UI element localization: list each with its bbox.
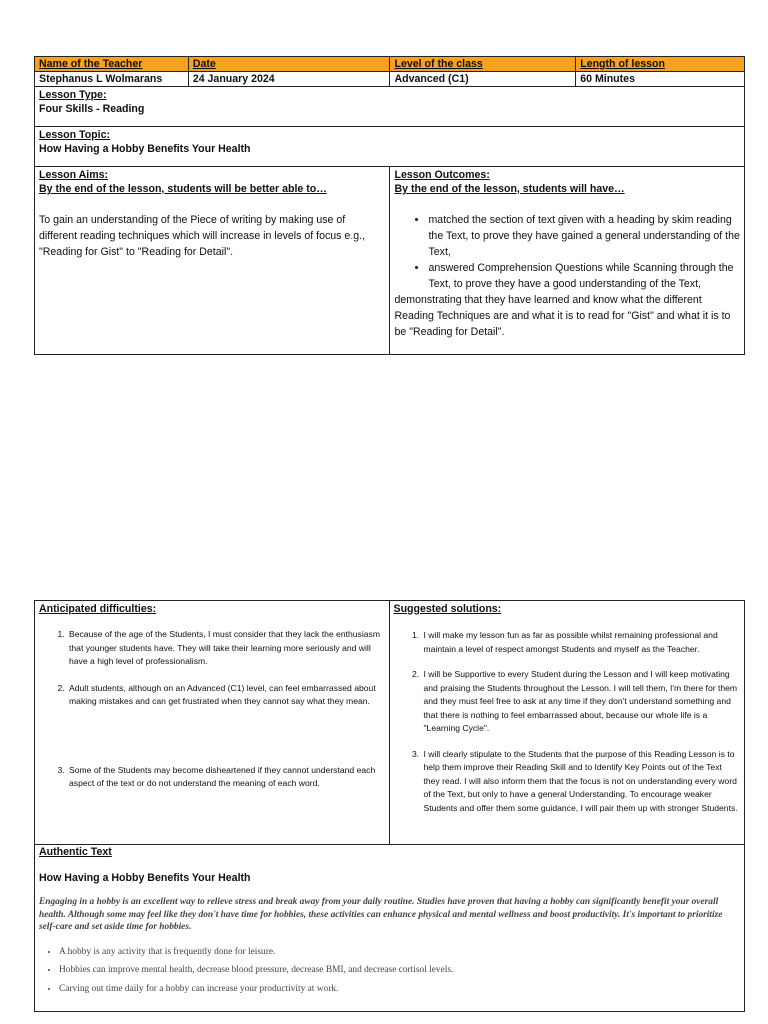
difficulties-solutions-table <box>34 600 745 1012</box>
solution-item: 3. I will clearly stipulate to the Students that the purpose of this Reading Lesson is to help them improve their Reading Skill and to Identify Key Points out of the Text they read. I will also inform them that the focus is not on understanding every word of the Text, but only to have a general Understanding. To encourage weaker Students and offer them some guidance, I will pair them up with stronger Students. <box>422 748 741 816</box>
header-row <box>35 57 745 72</box>
difficulties-cell <box>35 601 390 845</box>
outcome-item: • matched the section of text given with a heading by skim reading the Text, to prove they have gained a general understanding of the Text, <box>428 212 740 260</box>
solutions-list <box>394 629 741 815</box>
lesson-topic-value: How Having a Hobby Benefits Your Health <box>39 143 251 155</box>
outcomes-list <box>394 212 740 292</box>
outcomes-intro: By the end of the lesson, students will have… <box>394 183 625 195</box>
authentic-text-row <box>35 845 745 1012</box>
outcome-item: • answered Comprehension Questions while Scanning through the Text, to prove they have a good understanding of the Text, <box>428 260 740 292</box>
aims-label: Lesson Aims: <box>39 169 109 181</box>
difficulties-label: Anticipated difficulties: <box>39 603 157 615</box>
outcomes-cell <box>390 167 745 355</box>
list-item: • Hobbies can improve mental health, decrease blood pressure, decrease BMI, and decrease cortisol levels. <box>59 964 740 977</box>
outcomes-conclusion: demonstrating that they have learned and know what the different Reading Techniques are and what it is to read for "Gist" and what it is to be "Reading for Detail". <box>394 294 731 338</box>
difficulty-item: 3. Some of the Students may become disheartened if they cannot understand each aspect of the text or do not understand the meaning of each word. <box>67 764 385 791</box>
aims-cell <box>35 167 390 355</box>
lesson-topic-row <box>35 127 745 167</box>
lesson-date: 24 January 2024 <box>188 72 390 87</box>
list-item: • Carving out time daily for a hobby can increase your productivity at work. <box>59 983 740 996</box>
solution-item: 2. I will be Supportive to every Student during the Lesson and I will keep motivating and praising the Students throughout the Lesson. I will tell them, I'm there for them and they must feel free to ask at any time if they don't understand something and that there is nothing to feel embarrassed about, because our whole life is a "Learning Cycle". <box>422 668 741 736</box>
date-label-cell: Date <box>188 57 390 72</box>
difficulty-item: 1. Because of the age of the Students, I must consider that they lack the enthusiasm that younger students have. They will take their learning more seriously and will have a high level of professionalism. <box>67 628 385 669</box>
header-values-row <box>35 72 745 87</box>
authentic-text-label: Authentic Text <box>39 846 112 858</box>
solutions-cell <box>389 601 745 845</box>
solution-item: 1. I will make my lesson fun as far as possible whilst remaining professional and maintain a level of respect amongst Students and myself as the Teacher. <box>422 629 741 656</box>
teacher-label-cell: Name of the Teacher <box>35 57 189 72</box>
outcomes-label: Lesson Outcomes: <box>394 169 490 181</box>
level-label-cell: Level of the class <box>390 57 576 72</box>
lesson-type-value: Four Skills - Reading <box>39 103 145 115</box>
authentic-text-intro: Engaging in a hobby is an excellent way to relieve stress and break away from your daily routine. Studies have proven that having a hobby can significantly benefit your overall health. Although some may feel like they don't have time for hobbies, these activities can enhance physical and mental wellness and boost productivity. It's important to prioritize self-care and set aside time for hobbies. <box>39 897 723 932</box>
difficulty-item: 2. Adult students, although on an Advanced (C1) level, can feel embarrassed about making mistakes and can get frustrated when they cannot say what they mean. <box>67 682 385 709</box>
aims-text: To gain an understanding of the Piece of writing by making use of different reading techniques which will increase in levels of focus e.g., "Reading for Gist" to "Reading for Detail". <box>39 214 366 258</box>
list-item: • A hobby is any activity that is frequently done for leisure. <box>59 946 740 959</box>
lesson-length: 60 Minutes <box>576 72 745 87</box>
lesson-info-table <box>34 56 745 355</box>
authentic-text-cell <box>35 845 745 1012</box>
lesson-type-row <box>35 87 745 127</box>
difficulties-solutions-row <box>35 601 745 845</box>
authentic-text-bullets <box>39 946 740 996</box>
class-level: Advanced (C1) <box>390 72 576 87</box>
difficulties-list <box>39 628 385 791</box>
aims-outcomes-row <box>35 167 745 355</box>
lesson-topic-label: Lesson Topic: <box>39 129 111 141</box>
solutions-label: Suggested solutions: <box>393 603 502 615</box>
length-label-cell: Length of lesson <box>576 57 745 72</box>
lesson-type-label: Lesson Type: <box>39 89 107 101</box>
authentic-text-heading: How Having a Hobby Benefits Your Health <box>39 871 251 884</box>
teacher-name: Stephanus L Wolmarans <box>35 72 189 87</box>
aims-intro: By the end of the lesson, students will be better able to… <box>39 183 327 195</box>
